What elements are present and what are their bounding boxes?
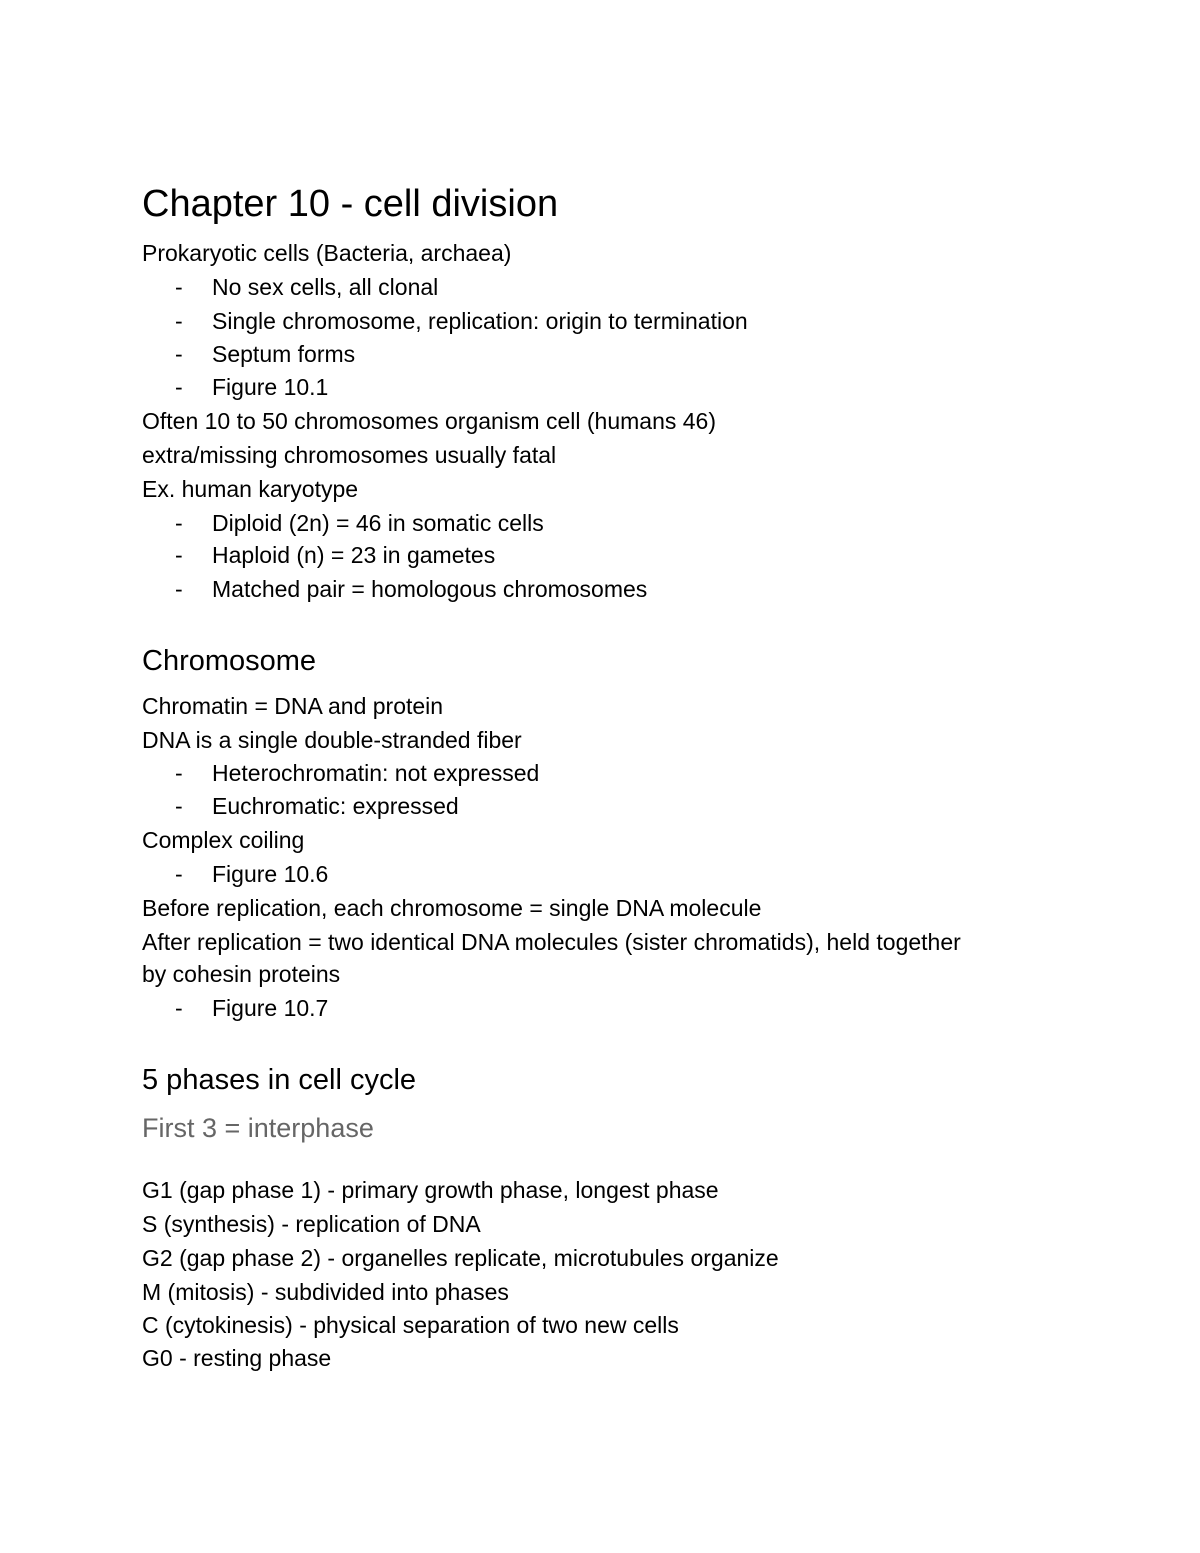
bullet-marker: -	[175, 274, 183, 300]
bullet-marker: -	[175, 995, 183, 1021]
bullet-marker: -	[175, 341, 183, 367]
phase-line: G2 (gap phase 2) - organelles replicate, microtubules organize	[142, 1245, 779, 1271]
bullet-marker: -	[175, 308, 183, 334]
prokaryotic-intro: Prokaryotic cells (Bacteria, archaea)	[142, 240, 512, 266]
section-heading-cell-cycle: 5 phases in cell cycle	[142, 1064, 417, 1096]
text-line: Complex coiling	[142, 827, 305, 853]
list-item: - Diploid (2n) = 46 in somatic cells	[175, 510, 544, 536]
text-line: extra/missing chromosomes usually fatal	[142, 442, 557, 468]
list-item: - Figure 10.6	[175, 861, 329, 887]
list-item: - Haploid (n) = 23 in gametes	[175, 542, 496, 568]
bullet-marker: -	[175, 793, 183, 819]
phase-line: S (synthesis) - replication of DNA	[142, 1211, 481, 1237]
text-line: Ex. human karyotype	[142, 476, 359, 502]
list-item: - Septum forms	[175, 341, 356, 367]
text-line: Chromatin = DNA and protein	[142, 693, 444, 719]
bullet-marker: -	[175, 374, 183, 400]
list-item: - Euchromatic: expressed	[175, 793, 459, 819]
text-line: After replication = two identical DNA molecules (sister chromatids), held together	[142, 929, 961, 955]
list-item: - Figure 10.1	[175, 374, 329, 400]
bullet-marker: -	[175, 861, 183, 887]
phase-line: C (cytokinesis) - physical separation of two new cells	[142, 1312, 679, 1338]
bullet-marker: -	[175, 760, 183, 786]
subheading-interphase: First 3 = interphase	[142, 1113, 374, 1143]
text-line: DNA is a single double-stranded fiber	[142, 727, 522, 753]
list-item: - Matched pair = homologous chromosomes	[175, 576, 648, 602]
text-line: Before replication, each chromosome = single DNA molecule	[142, 895, 762, 921]
list-item: - Single chromosome, replication: origin to termination	[175, 308, 748, 334]
bullet-marker: -	[175, 576, 183, 602]
phase-line: G1 (gap phase 1) - primary growth phase, longest phase	[142, 1177, 719, 1203]
list-item: - Heterochromatin: not expressed	[175, 760, 540, 786]
text-line: by cohesin proteins	[142, 961, 341, 987]
list-item: - Figure 10.7	[175, 995, 329, 1021]
document-title: Chapter 10 - cell division	[142, 183, 559, 225]
phase-line: M (mitosis) - subdivided into phases	[142, 1279, 509, 1305]
list-item: - No sex cells, all clonal	[175, 274, 439, 300]
section-heading-chromosome: Chromosome	[142, 645, 317, 677]
phase-line: G0 - resting phase	[142, 1345, 332, 1371]
bullet-marker: -	[175, 510, 183, 536]
bullet-marker: -	[175, 542, 183, 568]
text-line: Often 10 to 50 chromosomes organism cell (humans 46)	[142, 408, 716, 434]
